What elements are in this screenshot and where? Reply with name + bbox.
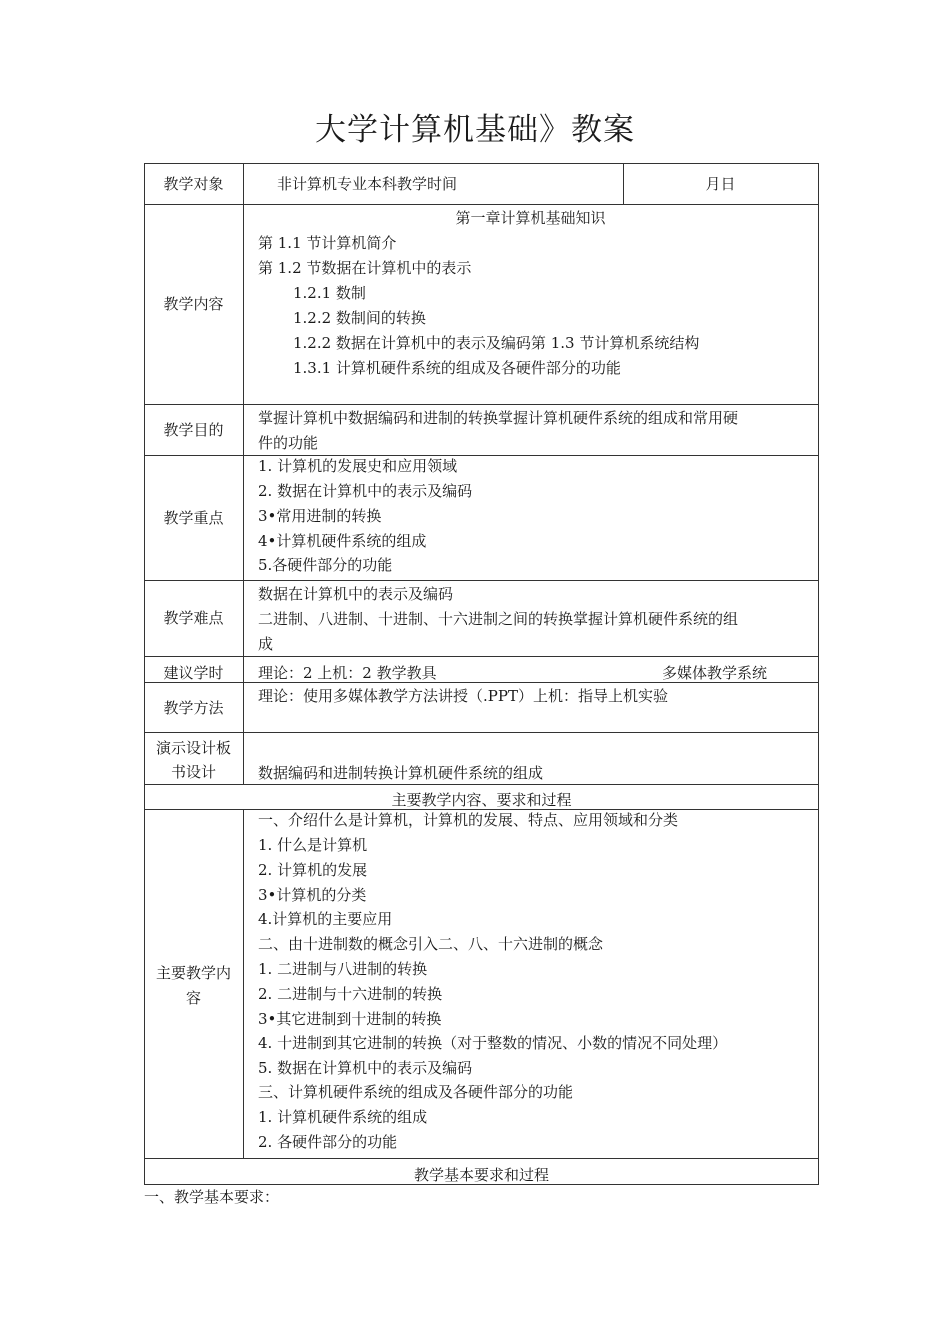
main-line: 2. 计算机的发展	[258, 861, 368, 879]
basic-section-header: 教学基本要求和过程	[413, 1166, 549, 1184]
main-line: 1. 什么是计算机	[258, 836, 368, 854]
target-label: 教学对象	[163, 175, 224, 193]
hours-label: 建议学时	[163, 664, 224, 682]
main-line: 三、计算机硬件系统的组成及各硬件部分的功能	[258, 1083, 574, 1101]
key-point-line: 1. 计算机的发展史和应用领域	[258, 457, 458, 475]
content-line: 第 1.1 节计算机简介	[258, 234, 397, 252]
content-line: 1.2.2 数制间的转换	[293, 309, 426, 327]
key-point-line: 5.各硬件部分的功能	[258, 556, 393, 574]
document-title: 大学计算机基础》教案	[315, 112, 635, 148]
teaching-tool: 多媒体教学系统	[662, 664, 768, 682]
main-line: 1. 计算机硬件系统的组成	[258, 1108, 428, 1126]
content-heading: 第一章计算机基础知识	[455, 209, 606, 227]
main-line: 2. 各硬件部分的功能	[258, 1133, 398, 1151]
goal-label: 教学目的	[163, 421, 224, 439]
content-line: 1.2.1 数制	[293, 284, 366, 302]
content-line: 1.2.2 数据在计算机中的表示及编码第 1.3 节计算机系统结构	[293, 334, 700, 352]
goal-line: 件的功能	[258, 434, 319, 452]
hours-value: 理论：2 上机：2 教学教具	[258, 664, 437, 682]
content-line: 1.3.1 计算机硬件系统的组成及各硬件部分的功能	[293, 359, 621, 377]
difficulties-label: 教学难点	[163, 609, 224, 627]
target-value: 非计算机专业本科教学时间	[277, 175, 458, 193]
goal-line: 掌握计算机中数据编码和进制的转换掌握计算机硬件系统的组成和常用硬	[258, 409, 739, 427]
main-line: 5. 数据在计算机中的表示及编码	[258, 1059, 473, 1077]
main-line: 3•其它进制到十进制的转换	[258, 1010, 442, 1028]
main-line: 3•计算机的分类	[258, 886, 367, 904]
main-line: 4. 十进制到其它进制的转换（对于整数的情况、小数的情况不同处理）	[258, 1034, 728, 1052]
main-line: 1. 二进制与八进制的转换	[258, 960, 428, 978]
key-points-label: 教学重点	[163, 509, 224, 527]
basic-requirements-heading: 一、教学基本要求：	[144, 1188, 280, 1206]
date-label: 月日	[705, 175, 736, 193]
main-line: 一、介绍什么是计算机，计算机的发展、特点、应用领域和分类	[258, 811, 679, 829]
method-label: 教学方法	[163, 699, 224, 717]
key-point-line: 4•计算机硬件系统的组成	[258, 532, 427, 550]
main-label: 主要教学内	[155, 964, 231, 982]
content-line: 第 1.2 节数据在计算机中的表示	[258, 259, 472, 277]
main-section-header: 主要教学内容、要求和过程	[391, 791, 572, 809]
board-label: 演示设计板	[155, 739, 231, 757]
board-value: 数据编码和进制转换计算机硬件系统的组成	[258, 764, 544, 782]
main-line: 4.计算机的主要应用	[258, 910, 393, 928]
main-label: 容	[185, 989, 201, 1007]
content-label: 教学内容	[163, 295, 224, 313]
key-point-line: 3•常用进制的转换	[258, 507, 382, 525]
board-label: 书设计	[170, 763, 216, 781]
key-point-line: 2. 数据在计算机中的表示及编码	[258, 482, 473, 500]
main-line: 2. 二进制与十六进制的转换	[258, 985, 443, 1003]
difficulty-line: 成	[258, 635, 274, 653]
difficulty-line: 二进制、八进制、十进制、十六进制之间的转换掌握计算机硬件系统的组	[258, 610, 739, 628]
main-line: 二、由十进制数的概念引入二、八、十六进制的概念	[258, 935, 604, 953]
method-value: 理论：使用多媒体教学方法讲授（.PPT）上机：指导上机实验	[258, 687, 668, 705]
difficulty-line: 数据在计算机中的表示及编码	[258, 585, 454, 603]
